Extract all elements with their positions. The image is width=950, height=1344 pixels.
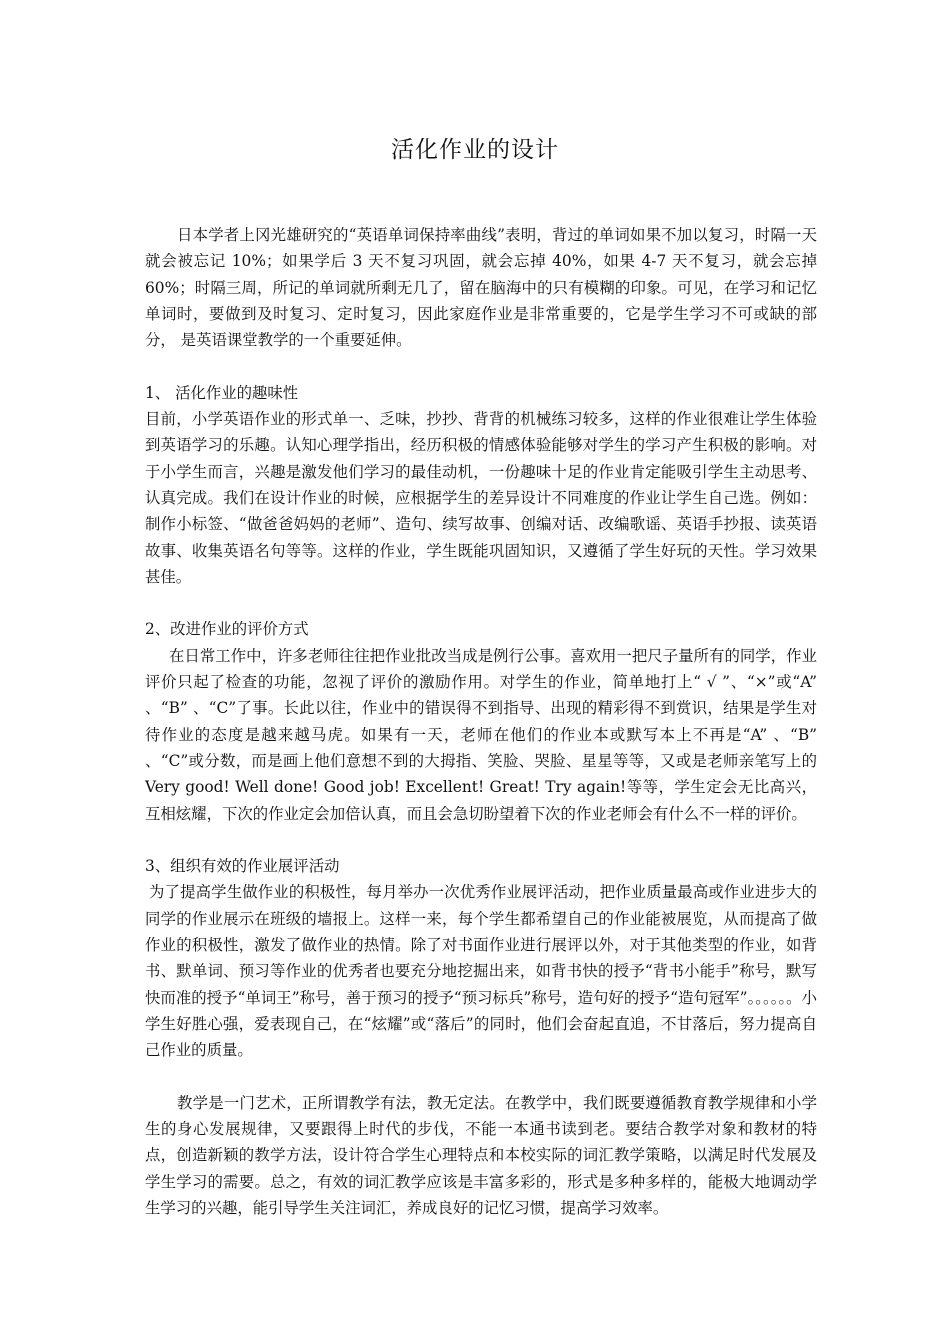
paragraph-gap — [145, 1064, 817, 1090]
section-1-body: 目前，小学英语作业的形式单一、乏味，抄抄、背背的机械练习较多，这样的作业很难让学生体验到英语学习的乐趣。认知心理学指出，经历积极的情感体验能够对学生的学习产生积极的影响。对于小学生而言，兴趣是激发他们学习的最佳动机，一份趣味十足的作业肯定能吸引学生主动思考、认真完成。我们在设计作业的时候，应根据学生的差异设计不同难度的作业让学生自己选。例如：制作小标签、“做爸爸妈妈的老师”、造句、续写故事、创编对话、改编歌谣、英语手抄报、读英语故事、收集英语名句等等。这样的作业，学生既能巩固知识，又遵循了学生好玩的天性。学习效果甚佳。 — [145, 410, 817, 586]
page-title: 活化作业的设计 — [391, 137, 559, 163]
paragraph-gap — [145, 590, 817, 616]
paragraph-gap — [145, 353, 817, 379]
conclusion-paragraph: 教学是一门艺术，正所谓教学有法，教无定法。在教学中，我们既要遵循教育教学规律和小学生的身心发展规律，又要跟得上时代的步伐，不能一本通书读到老。要结合教学对象和教材的特点，创造新颖的教学方法，设计符合学生心理特点和本校实际的词汇教学策略，以满足时代发展及学生学习的需要。总之，有效的词汇教学应该是丰富多彩的，形式是多种多样的，能极大地调动学生学习的兴趣，能引导学生关注词汇，养成良好的记忆习惯，提高学习效率。 — [145, 1093, 817, 1217]
section-2-heading: 2、改进作业的评价方式 — [145, 620, 309, 639]
paragraph-gap — [145, 827, 817, 853]
intro-paragraph: 日本学者上冈光雄研究的“英语单词保持率曲线”表明，背过的单词如果不加以复习，时隔一天就会被忘记 10%；如果学后 3 天不复习巩固，就会忘掉 40%，如果 4-7 天不复习，就会忘掉 60%；时隔三周，所记的单词就所剩无几了，留在脑海中的只有模糊的印象。可见，在学习和记忆单词时，要做到及时复习、定时复习，因此家庭作业是非常重要的，它是学生学习不可或缺的部分， 是英语课堂教学的一个重要延伸。 — [145, 226, 817, 350]
document-body — [145, 222, 817, 1221]
section-2-body: 在日常工作中，许多老师往往把作业批改当成是例行公事。喜欢用一把尺子量所有的同学，作业评价只起了检查的功能，忽视了评价的激励作用。对学生的作业，简单地打上“ √ ”、“×”或“A” 、“B” 、“C”了事。长此以往，作业中的错误得不到指导、出现的精彩得不到赏识，结果是学生对待作业的态度是越来越马虎。如果有一天，老师在他们的作业本或默写本上不再是“A” 、“B” 、“C”或分数，而是画上他们意想不到的大拇指、笑脸、哭脸、星星等等，又或是老师亲笔写上的 Very good! Well done! Good job! Excellent! Great! Try again!等等，学生定会无比高兴，互相炫耀，下次的作业定会加倍认真，而且会急切盼望着下次的作业老师会有什么不一样的评价。 — [145, 646, 817, 823]
section-3-body: 为了提高学生做作业的积极性，每月举办一次优秀作业展评活动，把作业质量最高或作业进步大的同学的作业展示在班级的墙报上。这样一来，每个学生都希望自己的作业能被展览，从而提高了做作业的积极性，激发了做作业的热情。除了对书面作业进行展评以外，对于其他类型的作业，如背书、默单词、预习等作业的优秀者也要充分地挖掘出来，如背书快的授予“背书小能手”称号，默写快而准的授予“单词王”称号，善于预习的授予“预习标兵”称号，造句好的授予“造句冠军”。。。。。。小学生好胜心强，爱表现自己，在“炫耀”或“落后”的同时，他们会奋起直追，不甘落后，努力提高自己作业的质量。 — [145, 883, 817, 1060]
section-3-heading: 3、组织有效的作业展评活动 — [145, 857, 340, 876]
section-1-heading: 1、 活化作业的趣味性 — [145, 383, 299, 402]
